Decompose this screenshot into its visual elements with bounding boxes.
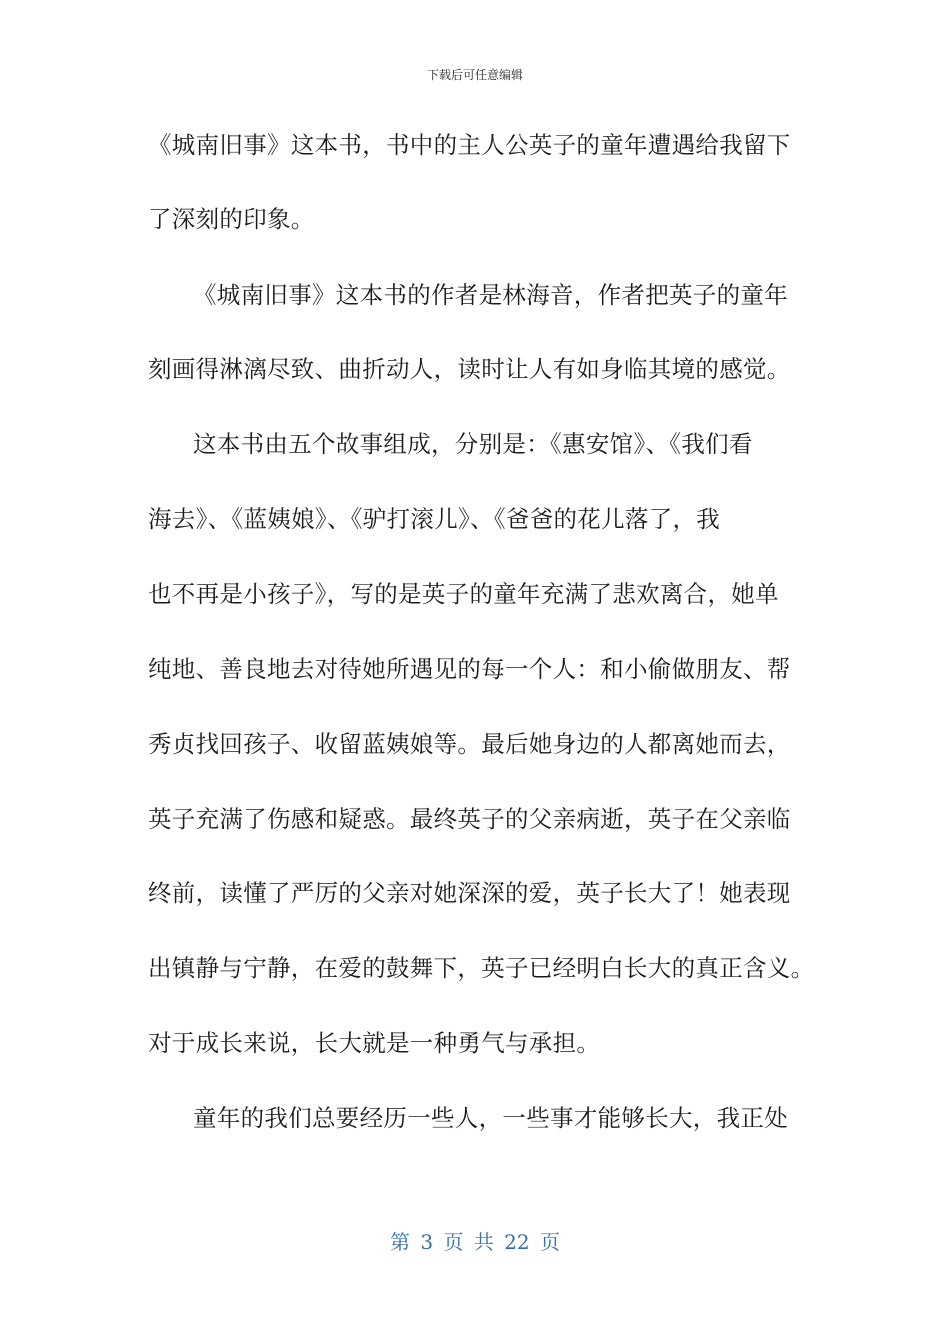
text-line: 对于成长来说，长大就是一种勇气与承担。 bbox=[148, 1029, 601, 1057]
text-line: 也不再是小孩子》，写的是英子的童年充满了悲欢离合，她单 bbox=[148, 580, 779, 608]
text-line: 了深刻的印象。 bbox=[148, 205, 315, 233]
text-line: 海去》、《蓝姨娘》、《驴打滚儿》、《爸爸的花儿落了，我 bbox=[148, 505, 721, 533]
paragraph-first-line: 《城南旧事》这本书的作者是林海音，作者把英子的童年 bbox=[193, 281, 788, 309]
text-line: 英子充满了伤感和疑惑。最终英子的父亲病逝，英子在父亲临 bbox=[148, 805, 791, 833]
text-line: 秀贞找回孩子、收留蓝姨娘等。最后她身边的人都离她而去， bbox=[148, 730, 791, 758]
text-line: 终前，读懂了严厉的父亲对她深深的爱，英子长大了！她表现 bbox=[148, 879, 791, 907]
paragraph-first-line: 童年的我们总要经历一些人，一些事才能够长大，我正处 bbox=[193, 1104, 788, 1132]
text-line: 出镇静与宁静，在爱的鼓舞下，英子已经明白长大的真正含义。 bbox=[148, 954, 815, 982]
text-line: 纯地、善良地去对待她所遇见的每一个人：和小偷做朋友、帮 bbox=[148, 655, 791, 683]
paragraph-first-line: 这本书由五个故事组成，分别是：《惠安馆》、《我们看 bbox=[193, 430, 753, 458]
text-line: 刻画得淋漓尽致、曲折动人，读时让人有如身临其境的感觉。 bbox=[148, 355, 791, 383]
page-header: 下载后可任意编辑 bbox=[426, 68, 523, 82]
page-number-footer: 第 3 页 共 22 页 bbox=[390, 1230, 560, 1254]
text-line: 《城南旧事》这本书，书中的主人公英子的童年遭遇给我留下 bbox=[148, 131, 791, 159]
